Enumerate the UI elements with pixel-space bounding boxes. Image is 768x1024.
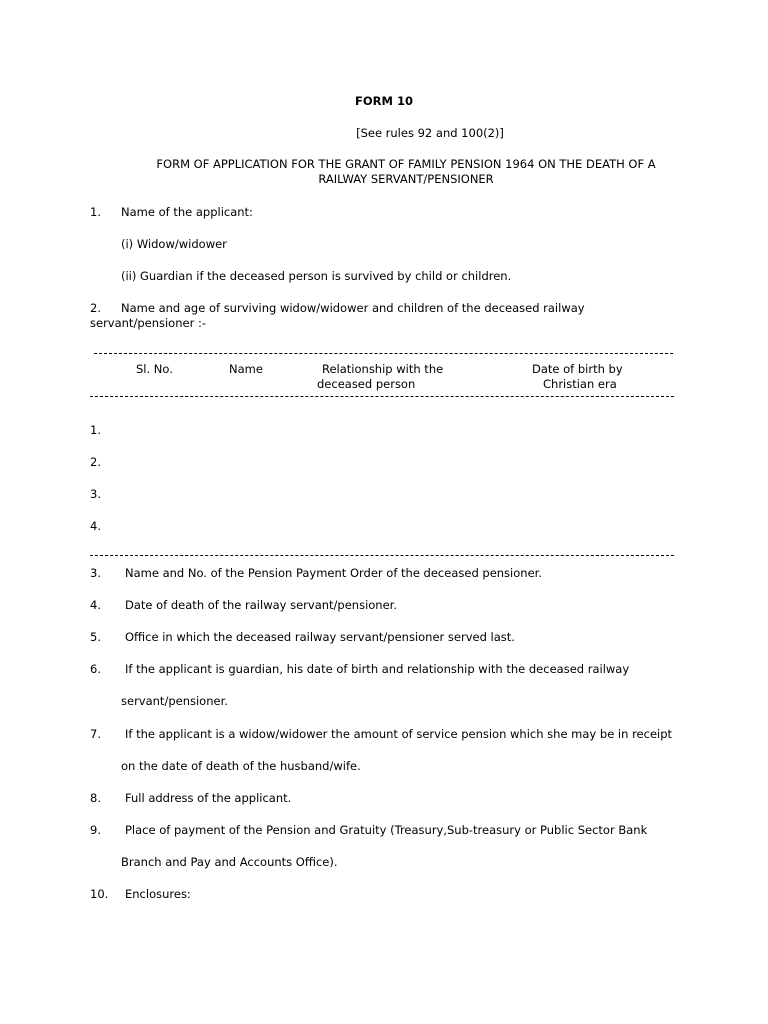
item-7-number: 7. [90, 727, 101, 741]
table-header-relationship-line1: Relationship with the [322, 362, 444, 376]
item-2-line2: servant/pensioner :- [90, 316, 206, 330]
item-9-text-continued: Branch and Pay and Accounts Office). [121, 855, 338, 869]
item-6-number: 6. [90, 662, 101, 676]
table-header-name: Name [229, 362, 263, 376]
item-1-number: 1. [90, 205, 101, 219]
item-1-sub-ii: (ii) Guardian if the deceased person is survived by child or children. [121, 269, 512, 283]
table-row-2-number: 2. [90, 455, 101, 469]
table-header-dob-line1: Date of birth by [532, 362, 623, 376]
item-8-text: Full address of the applicant. [125, 791, 292, 805]
item-5-number: 5. [90, 630, 101, 644]
item-9-text: Place of payment of the Pension and Gratuity (Treasury,Sub-treasury or Public Sector Bank [125, 823, 648, 837]
item-1-sub-i: (i) Widow/widower [121, 237, 227, 251]
table-row-4-number: 4. [90, 519, 101, 533]
table-header-sl-no: Sl. No. [136, 362, 173, 376]
item-4-text: Date of death of the railway servant/pensioner. [125, 598, 398, 612]
table-top-divider [94, 353, 673, 354]
table-row-1-number: 1. [90, 423, 101, 437]
item-6-text-continued: servant/pensioner. [121, 694, 228, 708]
item-1-text: Name of the applicant: [121, 205, 253, 219]
item-3-number: 3. [90, 566, 101, 580]
table-header-relationship-line2: deceased person [317, 377, 416, 391]
table-header-divider [90, 396, 674, 397]
table-header-dob-line2: Christian era [543, 377, 617, 391]
rules-reference: [See rules 92 and 100(2)] [356, 126, 504, 140]
table-bottom-divider [90, 555, 674, 556]
item-4-number: 4. [90, 598, 101, 612]
item-10-text: Enclosures: [125, 887, 191, 901]
item-7-text-continued: on the date of death of the husband/wife. [121, 759, 361, 773]
item-2-line1: Name and age of surviving widow/widower and children of the deceased railway [121, 301, 585, 315]
item-6-text: If the applicant is guardian, his date of birth and relationship with the deceased railway [125, 662, 630, 676]
item-7-text: If the applicant is a widow/widower the amount of service pension which she may be in receipt [125, 727, 673, 741]
item-10-number: 10. [90, 887, 109, 901]
item-2-number: 2. [90, 301, 101, 315]
form-heading-line1: FORM OF APPLICATION FOR THE GRANT OF FAMILY PENSION 1964 ON THE DEATH OF A [156, 157, 656, 171]
table-row-3-number: 3. [90, 487, 101, 501]
item-5-text: Office in which the deceased railway servant/pensioner served last. [125, 630, 515, 644]
item-9-number: 9. [90, 823, 101, 837]
item-3-text: Name and No. of the Pension Payment Order of the deceased pensioner. [125, 566, 542, 580]
form-heading-line2: RAILWAY SERVANT/PENSIONER [318, 172, 494, 186]
form-title: FORM 10 [355, 94, 413, 108]
item-8-number: 8. [90, 791, 101, 805]
